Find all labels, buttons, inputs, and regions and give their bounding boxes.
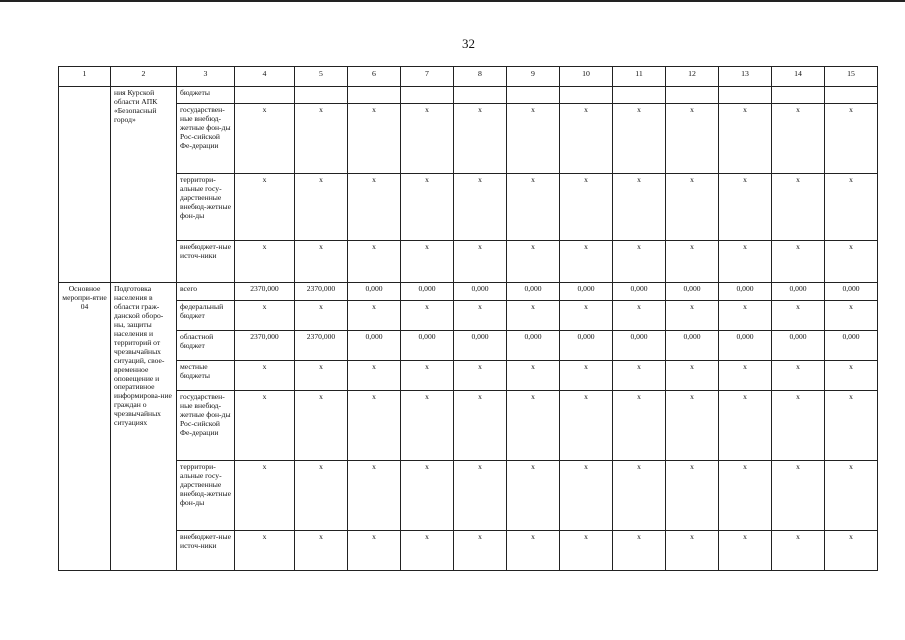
value-cell: x [719,104,772,174]
value-cell: x [507,241,560,283]
table-row [59,461,878,531]
funding-source-label: внебюджет-ные источ-ники [177,241,235,283]
table-row [59,241,878,283]
value-cell: x [825,104,878,174]
value-cell: 0,000 [719,331,772,361]
value-cell: x [666,531,719,571]
value-cell: x [825,391,878,461]
event-id-cell: Основное меропри-ятие 04 [59,283,111,571]
value-cell: x [295,301,348,331]
value-cell: x [348,301,401,331]
column-header: 5 [295,67,348,87]
value-cell: x [454,361,507,391]
value-cell: x [454,104,507,174]
value-cell: x [613,104,666,174]
value-cell: x [454,391,507,461]
funding-source-label: областной бюджет [177,331,235,361]
value-cell: x [295,241,348,283]
value-cell [666,87,719,104]
value-cell: x [560,391,613,461]
value-cell: x [348,241,401,283]
value-cell: x [825,241,878,283]
value-cell: x [235,361,295,391]
value-cell: x [348,461,401,531]
value-cell: x [507,301,560,331]
value-cell: 0,000 [401,283,454,301]
value-cell: x [295,174,348,241]
funding-source-label: бюджеты [177,87,235,104]
value-cell: 2370,000 [295,331,348,361]
table-row [59,174,878,241]
table-row [59,283,878,301]
value-cell: x [348,174,401,241]
column-header: 1 [59,67,111,87]
value-cell: x [401,104,454,174]
value-cell: x [295,531,348,571]
table-row [59,331,878,361]
value-cell: 0,000 [772,283,825,301]
value-cell: 0,000 [613,331,666,361]
value-cell: x [454,301,507,331]
value-cell: x [507,531,560,571]
funding-source-label: государствен-ные внебюд-жетные фон-ды Рос-сийской Фе-дерации [177,104,235,174]
value-cell: x [235,531,295,571]
value-cell: 0,000 [666,331,719,361]
value-cell: x [560,104,613,174]
value-cell: x [401,461,454,531]
value-cell: x [772,531,825,571]
value-cell: x [401,531,454,571]
value-cell: x [825,531,878,571]
value-cell: 0,000 [560,283,613,301]
value-cell: x [454,461,507,531]
value-cell: x [560,361,613,391]
value-cell: x [772,361,825,391]
value-cell [772,87,825,104]
value-cell: x [613,241,666,283]
value-cell: x [401,391,454,461]
value-cell: x [507,391,560,461]
funding-source-label: федеральный бюджет [177,301,235,331]
value-cell: x [666,301,719,331]
value-cell: 0,000 [507,331,560,361]
value-cell: x [560,174,613,241]
value-cell: x [719,361,772,391]
value-cell: x [772,104,825,174]
value-cell: x [772,241,825,283]
value-cell: x [507,174,560,241]
funding-source-label: местные бюджеты [177,361,235,391]
column-header: 9 [507,67,560,87]
value-cell: x [348,531,401,571]
value-cell: x [235,391,295,461]
value-cell: x [507,361,560,391]
value-cell: x [348,391,401,461]
table-row [59,531,878,571]
event-name-cell: Подготовка населения в области граж-данской оборо-ны, защиты населения и территорий от чрезвычайных ситуаций, свое-временное оповещение и оперативное информирова-ние граждан о чрезвычайных ситуациях [111,283,177,571]
column-header: 8 [454,67,507,87]
value-cell: x [235,104,295,174]
column-header: 2 [111,67,177,87]
table-row [59,391,878,461]
value-cell: x [401,174,454,241]
value-cell [454,87,507,104]
value-cell: 0,000 [560,331,613,361]
value-cell: x [666,461,719,531]
value-cell: 0,000 [666,283,719,301]
value-cell: x [454,531,507,571]
value-cell: x [235,241,295,283]
value-cell [613,87,666,104]
funding-source-label: территори-альные госу-дарственные внебюд-жетные фон-ды [177,174,235,241]
header-row [59,67,878,87]
value-cell: x [613,301,666,331]
value-cell: x [560,461,613,531]
column-header: 12 [666,67,719,87]
value-cell: 2370,000 [295,283,348,301]
column-header: 11 [613,67,666,87]
table-row [59,104,878,174]
value-cell: x [719,301,772,331]
value-cell: x [772,301,825,331]
value-cell: x [348,104,401,174]
value-cell: x [772,391,825,461]
value-cell: x [295,361,348,391]
column-header: 7 [401,67,454,87]
value-cell: x [666,241,719,283]
value-cell: x [560,241,613,283]
value-cell [401,87,454,104]
value-cell: 0,000 [825,331,878,361]
value-cell: x [401,241,454,283]
funding-source-label: внебюджет-ные источ-ники [177,531,235,571]
value-cell [235,87,295,104]
value-cell: x [772,461,825,531]
page-top-border [0,0,905,2]
value-cell: x [401,361,454,391]
value-cell: x [613,174,666,241]
column-header: 14 [772,67,825,87]
value-cell [560,87,613,104]
value-cell: 0,000 [348,283,401,301]
table-row [59,361,878,391]
value-cell: 2370,000 [235,283,295,301]
value-cell: 0,000 [613,283,666,301]
column-header: 3 [177,67,235,87]
value-cell: x [613,531,666,571]
value-cell: x [719,391,772,461]
column-header: 15 [825,67,878,87]
value-cell: x [719,461,772,531]
value-cell: x [772,174,825,241]
value-cell: 0,000 [348,331,401,361]
value-cell: x [613,391,666,461]
value-cell: x [348,361,401,391]
budget-table [58,66,878,571]
value-cell [295,87,348,104]
page-number: 32 [462,36,475,51]
value-cell: x [666,104,719,174]
value-cell: x [295,461,348,531]
value-cell: x [401,301,454,331]
value-cell: 0,000 [454,283,507,301]
value-cell [507,87,560,104]
value-cell: x [560,531,613,571]
event-id-cell [59,87,111,283]
column-header: 13 [719,67,772,87]
funding-source-label: государствен-ные внебюд-жетные фон-ды Рос-сийской Фе-дерации [177,391,235,461]
value-cell: x [507,104,560,174]
value-cell: x [825,461,878,531]
value-cell [719,87,772,104]
value-cell: 0,000 [401,331,454,361]
value-cell: 0,000 [719,283,772,301]
value-cell: x [560,301,613,331]
value-cell: x [613,361,666,391]
value-cell: x [295,391,348,461]
value-cell: x [295,104,348,174]
funding-source-label: всего [177,283,235,301]
table-row [59,301,878,331]
value-cell [825,87,878,104]
value-cell: x [825,361,878,391]
column-header: 6 [348,67,401,87]
table-row [59,87,878,104]
value-cell: x [666,391,719,461]
value-cell: x [719,531,772,571]
column-header: 10 [560,67,613,87]
value-cell: x [719,241,772,283]
value-cell: x [235,461,295,531]
value-cell: x [666,174,719,241]
event-name-cell: ния Курской области АПК «Безопасный город» [111,87,177,283]
value-cell: x [235,301,295,331]
funding-source-label: территори-альные госу-дарственные внебюд-жетные фон-ды [177,461,235,531]
value-cell: x [507,461,560,531]
value-cell: 0,000 [507,283,560,301]
value-cell: x [454,174,507,241]
value-cell: x [454,241,507,283]
value-cell [348,87,401,104]
value-cell: x [235,174,295,241]
value-cell: 0,000 [825,283,878,301]
column-header: 4 [235,67,295,87]
value-cell: x [825,174,878,241]
value-cell: 0,000 [454,331,507,361]
value-cell: x [719,174,772,241]
value-cell: 0,000 [772,331,825,361]
value-cell: 2370,000 [235,331,295,361]
value-cell: x [666,361,719,391]
value-cell: x [613,461,666,531]
value-cell: x [825,301,878,331]
